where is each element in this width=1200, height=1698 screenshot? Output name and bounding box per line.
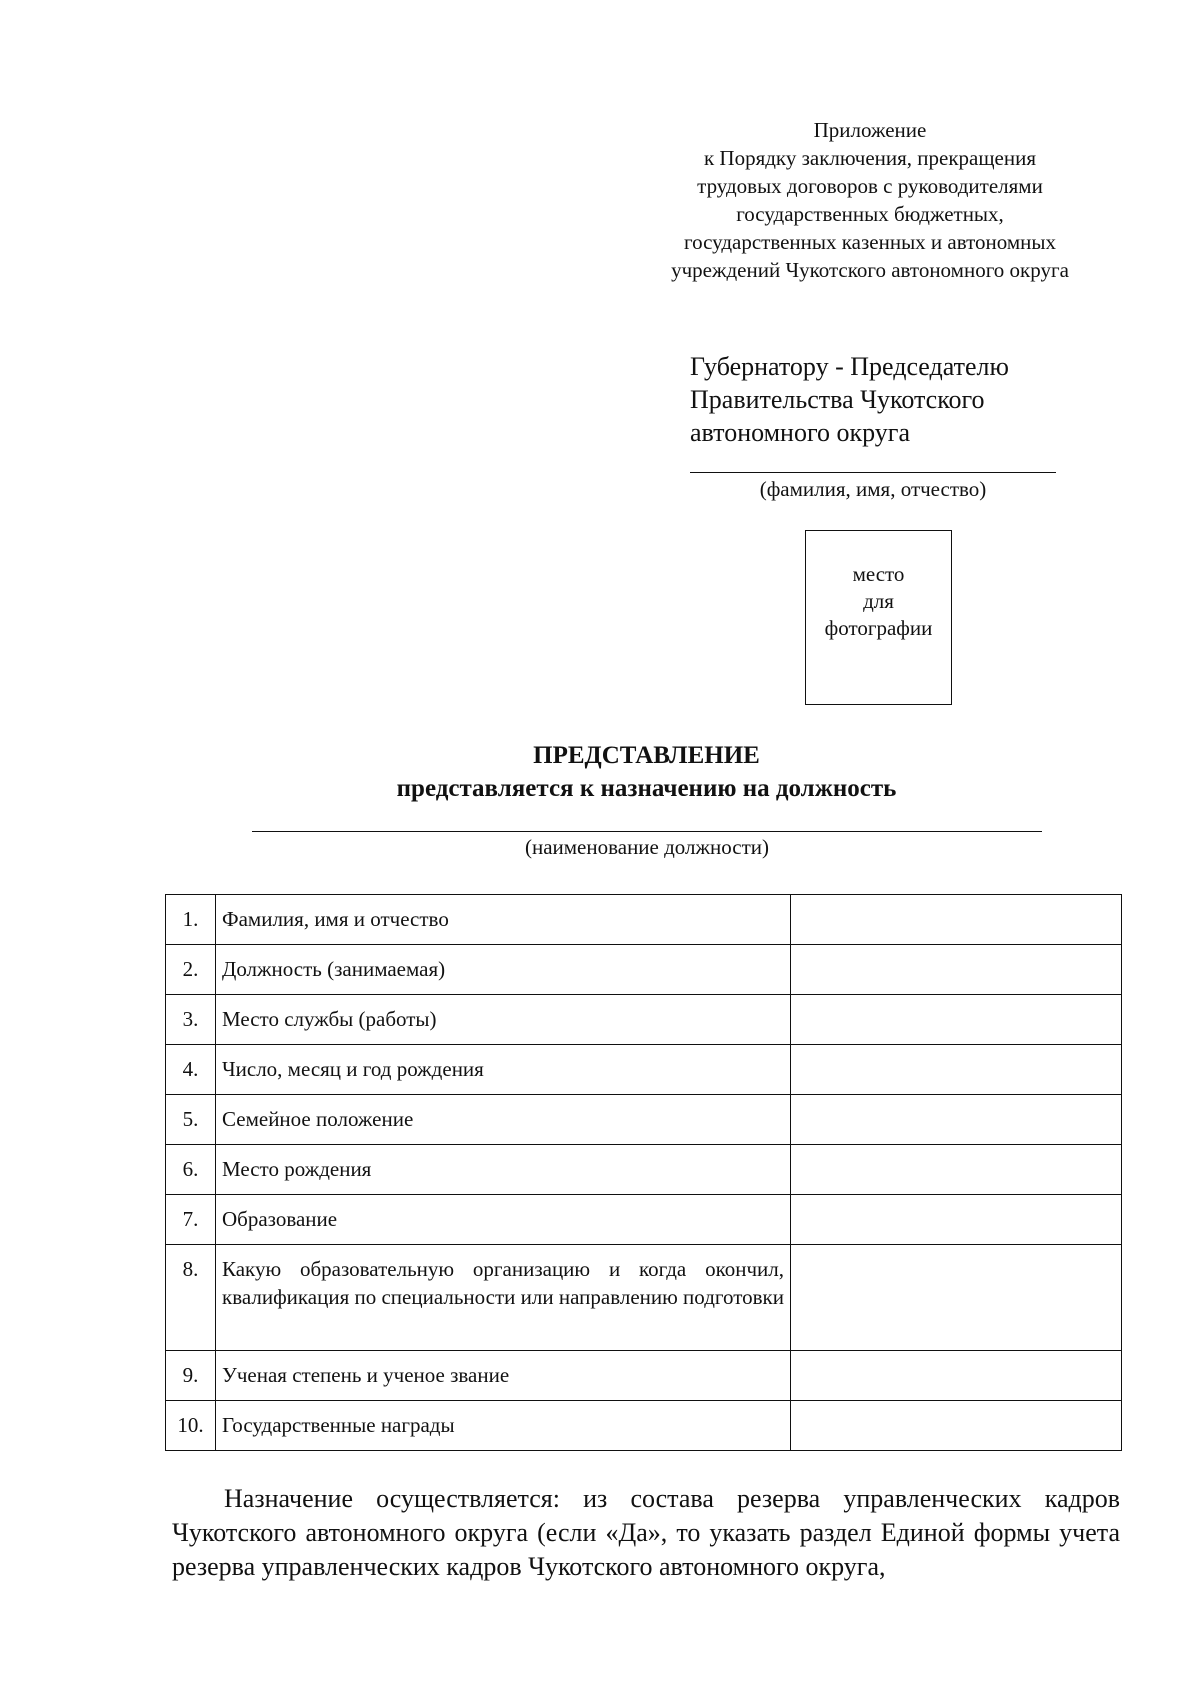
addressee-line: Правительства Чукотского [690, 385, 985, 414]
row-number: 8. [166, 1245, 216, 1351]
table-row [166, 1095, 1122, 1145]
row-label: Место службы (работы) [216, 995, 791, 1045]
row-value-cell[interactable] [791, 1045, 1122, 1095]
appointment-paragraph: Назначение осуществляется: из состава резерва управленческих кадров Чукотского автономного округа (если «Да», то указать раздел Единой формы учета резерва управленческих кадров Чукотского автономного округа, [172, 1484, 1120, 1581]
table-row [166, 1045, 1122, 1095]
row-number: 4. [166, 1045, 216, 1095]
table-row [166, 995, 1122, 1045]
row-number: 6. [166, 1145, 216, 1195]
appendix-line: учреждений Чукотского автономного округа [671, 258, 1069, 282]
document-title: ПРЕДСТАВЛЕНИЕ [533, 742, 760, 769]
info-table [165, 894, 1122, 1451]
row-label: Число, месяц и год рождения [216, 1045, 791, 1095]
row-label: Фамилия, имя и отчество [216, 895, 791, 945]
addressee-line: автономного округа [690, 418, 910, 447]
row-value-cell[interactable] [791, 1145, 1122, 1195]
document-subtitle: представляется к назначению на должность [396, 775, 897, 802]
row-label: Ученая степень и ученое звание [216, 1351, 791, 1401]
table-row [166, 1351, 1122, 1401]
appendix-line: государственных казенных и автономных [683, 230, 1057, 254]
row-value-cell[interactable] [791, 1195, 1122, 1245]
row-label: Должность (занимаемая) [216, 945, 791, 995]
row-label: Государственные награды [216, 1401, 791, 1451]
row-number: 2. [166, 945, 216, 995]
position-caption: (наименование должности) [524, 835, 770, 859]
table-row [166, 895, 1122, 945]
row-value-cell[interactable] [791, 1245, 1122, 1351]
row-value-cell[interactable] [791, 945, 1122, 995]
appendix-line: трудовых договоров с руководителями [697, 174, 1043, 198]
fio-caption: (фамилия, имя, отчество) [759, 477, 987, 501]
appendix-line: к Порядку заключения, прекращения [703, 146, 1037, 170]
row-value-cell[interactable] [791, 1351, 1122, 1401]
table-row [166, 1401, 1122, 1451]
row-number: 1. [166, 895, 216, 945]
row-number: 3. [166, 995, 216, 1045]
table-row [166, 1245, 1122, 1351]
row-label: Какую образовательную организацию и когда окончил, квалификация по специальности или направлению подготовки [216, 1245, 791, 1351]
table-row [166, 1145, 1122, 1195]
row-number: 10. [166, 1401, 216, 1451]
row-number: 7. [166, 1195, 216, 1245]
row-label: Образование [216, 1195, 791, 1245]
row-value-cell[interactable] [791, 895, 1122, 945]
addressee-line: Губернатору - Председателю [690, 352, 1009, 381]
row-number: 5. [166, 1095, 216, 1145]
fio-underline[interactable] [690, 472, 1056, 473]
row-value-cell[interactable] [791, 1401, 1122, 1451]
position-underline[interactable] [252, 831, 1042, 832]
photo-placeholder [805, 530, 952, 705]
appendix-line: Приложение [813, 118, 927, 142]
photo-label-line: место [852, 562, 905, 586]
appendix-block [640, 116, 1100, 284]
table-row [166, 1195, 1122, 1245]
addressee-block [690, 350, 1110, 449]
row-value-cell[interactable] [791, 1095, 1122, 1145]
photo-label-line: для [863, 589, 894, 613]
row-label: Место рождения [216, 1145, 791, 1195]
photo-label-line: фотографии [824, 616, 933, 640]
appendix-line: государственных бюджетных, [736, 202, 1004, 226]
row-label: Семейное положение [216, 1095, 791, 1145]
row-number: 9. [166, 1351, 216, 1401]
row-value-cell[interactable] [791, 995, 1122, 1045]
table-row [166, 945, 1122, 995]
